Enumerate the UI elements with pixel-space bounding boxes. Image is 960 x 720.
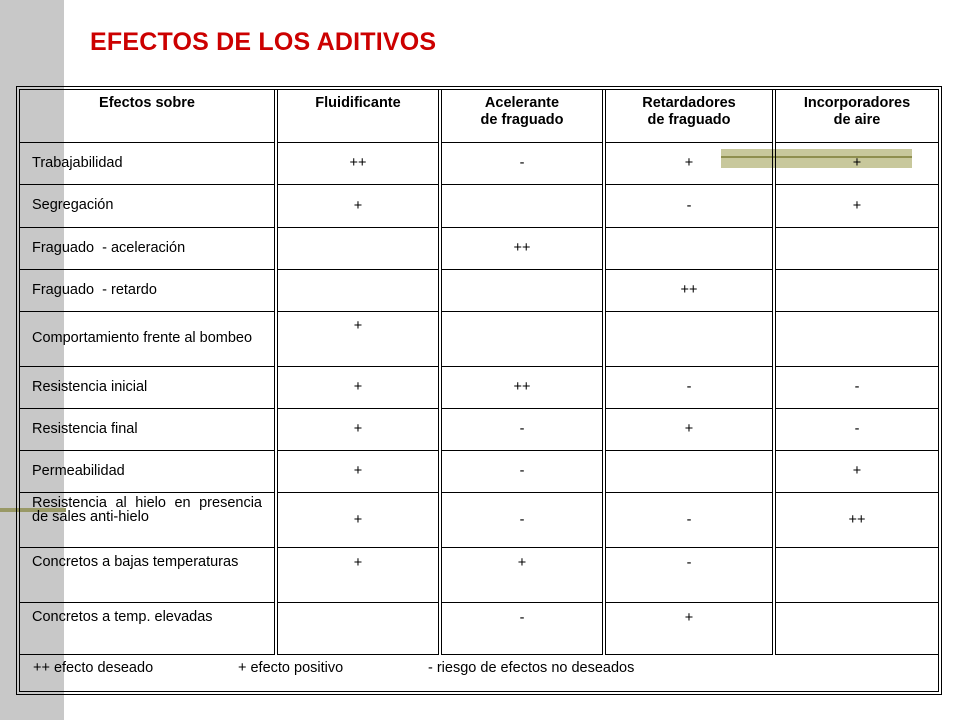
cell-acelerante [440, 269, 604, 311]
cell-retardadores [604, 450, 774, 492]
cell-retardadores: - [604, 492, 774, 547]
cell-incorporadores [774, 269, 938, 311]
cell-retardadores: - [604, 366, 774, 408]
cell-incorporadores: - [854, 379, 860, 395]
cell-retardadores: + [604, 408, 774, 450]
row-effect: Fraguado - retardo [20, 269, 276, 311]
row-effect: Comportamiento frente al bombeo [20, 311, 276, 366]
cell-acelerante: - [440, 408, 604, 450]
header-acelerante-line1: Acelerante [484, 95, 560, 111]
legend-desired: ++ efecto deseado [33, 660, 154, 676]
table-header-row [20, 89, 938, 142]
additives-effects-table [20, 89, 938, 694]
row-effect: Resistencia inicial [20, 366, 276, 408]
table-row [20, 408, 938, 450]
cell-acelerante [440, 184, 604, 227]
cell-acelerante: ++ [440, 227, 604, 269]
header-effects-label: Efectos sobre [99, 95, 195, 111]
cell-incorporadores [774, 547, 938, 602]
cell-fluidificante: + [276, 450, 440, 492]
cell-fluidificante: ++ [276, 142, 440, 184]
cell-incorporadores: + [852, 197, 862, 214]
cell-incorporadores: ++ [848, 511, 866, 528]
header-retardadores-line1: Retardadores [642, 95, 736, 111]
cell-retardadores: + [604, 602, 774, 654]
cell-retardadores: - [604, 547, 774, 602]
cell-retardadores [604, 227, 774, 269]
cell-incorporadores: + [852, 463, 862, 479]
table-row [20, 547, 938, 602]
header-effects [20, 89, 276, 142]
row-effect: Resistencia final [20, 408, 276, 450]
table-row [20, 269, 938, 311]
cell-retardadores [604, 311, 774, 366]
table-row [20, 492, 938, 547]
header-fluidificante [276, 89, 440, 142]
legend-positive: + efecto positivo [238, 660, 344, 676]
cell-fluidificante: + [276, 184, 440, 227]
header-retardadores-line2: de fraguado [647, 112, 731, 128]
cell-acelerante: - [440, 492, 604, 547]
cell-acelerante: - [440, 602, 604, 654]
cell-fluidificante: + [276, 366, 440, 408]
header-incorporadores-line1: Incorporadores [803, 95, 911, 111]
cell-fluidificante [276, 269, 440, 311]
cell-fluidificante: + [276, 547, 440, 602]
cell-acelerante: - [440, 450, 604, 492]
cell-incorporadores: + [852, 155, 862, 171]
cell-retardadores: ++ [604, 269, 774, 311]
cell-incorporadores: - [854, 421, 860, 437]
row-effect: Concretos a bajas temperaturas [20, 547, 276, 602]
cell-retardadores: + [604, 142, 774, 184]
header-incorporadores-line2: de aire [833, 112, 881, 128]
cell-acelerante: + [440, 547, 604, 602]
header-acelerante-line2: de fraguado [480, 112, 564, 128]
cell-fluidificante: + [276, 492, 440, 547]
cell-incorporadores [774, 602, 938, 654]
row-effect: Segregación [20, 184, 276, 227]
header-fluidificante-label: Fluidificante [315, 95, 401, 111]
table-row [20, 184, 938, 227]
table-row [20, 311, 938, 366]
row-effect: Trabajabilidad [20, 142, 276, 184]
table-row [20, 450, 938, 492]
page-title: EFECTOS DE LOS ADITIVOS [90, 28, 437, 56]
table-row [20, 602, 938, 654]
row-effect: Concretos a temp. elevadas [20, 602, 276, 654]
cell-acelerante: - [440, 142, 604, 184]
table-row [20, 142, 938, 184]
header-retardadores [604, 89, 774, 142]
header-incorporadores [774, 89, 938, 142]
row-effect: Resistencia al hielo en presencia de sales anti-hielo [20, 492, 276, 547]
row-effect: Permeabilidad [20, 450, 276, 492]
table-row [20, 227, 938, 269]
cell-fluidificante [276, 602, 440, 654]
row-effect: Fraguado - aceleración [20, 227, 276, 269]
cell-incorporadores [774, 311, 938, 366]
header-acelerante [440, 89, 604, 142]
cell-incorporadores [774, 227, 938, 269]
cell-acelerante: ++ [440, 366, 604, 408]
cell-acelerante [440, 311, 604, 366]
legend-risk: - riesgo de efectos no deseados [428, 660, 635, 676]
cell-fluidificante: + [276, 311, 440, 366]
cell-fluidificante: + [276, 408, 440, 450]
cell-retardadores: - [604, 184, 774, 227]
cell-fluidificante [276, 227, 440, 269]
table-row [20, 366, 938, 408]
